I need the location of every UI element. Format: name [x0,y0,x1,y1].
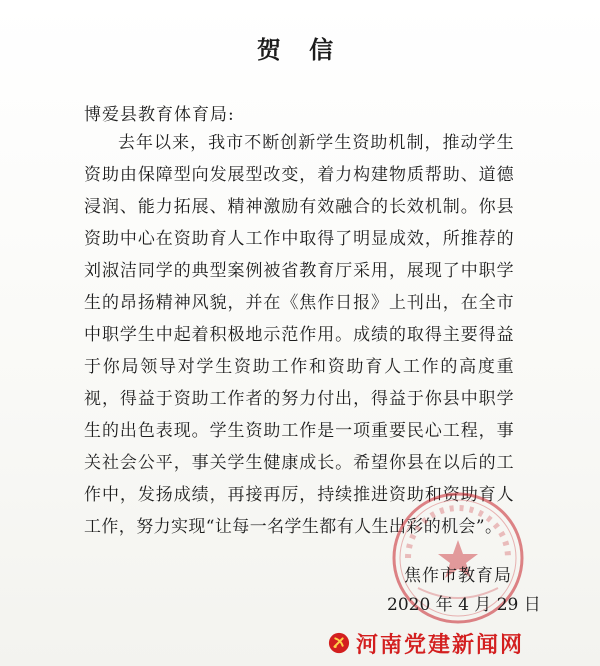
letter-date: 2020 年 4 月 29 日 [387,595,541,615]
source-watermark [328,628,524,658]
watermark-text: 河南党建新闻网 [356,632,525,658]
party-emblem-icon [328,632,350,654]
letter-title: 贺 信 [256,36,344,64]
letter-salutation: 博爱县教育体育局: [84,105,235,125]
letter-body: 去年以来，我市不断创新学生资助机制，推动学生资助由保障型向发展型改变，着力构建物质帮助、道德浸润、能力拓展、精神激励有效融合的长效机制。你县资助中心在资助育人工作中取得了明显成效，所推荐的刘淑洁同学的典型案例被省教育厅采用，展现了中职学生的昂扬精神风貌，并在《焦作日报》上刊出，在全市中职学生中起着积极地示范作用。成绩的取得主要得益于你局领导对学生资助工作和资助育人工作的高度重视，得益于资助工作者的努力付出，得益于你县中职学生的出色表现。学生资助工作是一项重要民心工程，事关社会公平，事关学生健康成长。希望你县在以后的工作中，发扬成绩，再接再厉，持续推进资助和资助育人工作，努力实现“让每一名学生都有人生出彩的机会”。 [84,133,514,537]
signer-name: 焦作市教育局 [404,566,512,586]
